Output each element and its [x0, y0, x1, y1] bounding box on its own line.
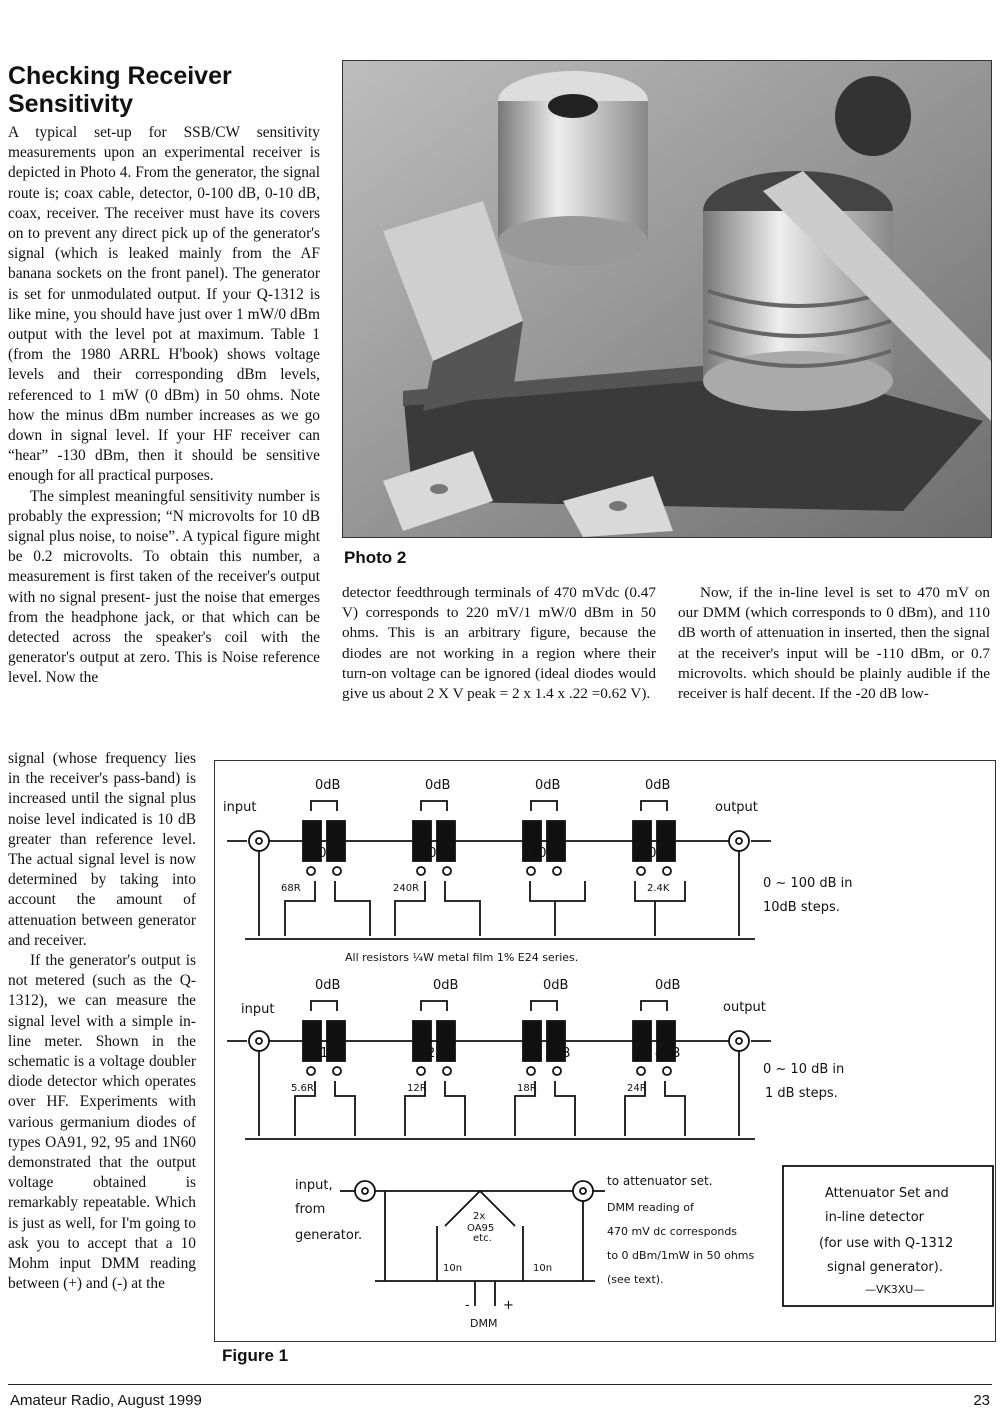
row2-top-label: 0dB — [543, 978, 569, 993]
paragraph: Now, if the in-line level is set to 470 mV on our DMM (which corresponds to 0 dBm), and 110 dB worth of attenuation in inserted, then the signal at the receiver's input will be -110 dBm, or 0.7 microvolts. which should be plainly audible if the receiver is half decent. If the -20 dB low- — [678, 584, 990, 703]
row2-section-label: 4dB — [655, 1046, 681, 1061]
schematic-drawing — [215, 761, 995, 1341]
diode-label: OA95 — [467, 1223, 495, 1234]
row2-input-label: input — [241, 1002, 275, 1017]
resistor-label: 68R — [281, 883, 301, 894]
article-column-3 — [678, 583, 990, 704]
dmm-minus: - — [465, 1298, 470, 1313]
dmm-note: (see text). — [607, 1273, 664, 1286]
detector-input-label: from — [295, 1202, 326, 1217]
resistor-note: All resistors ¼W metal film 1% E24 series. — [345, 951, 579, 964]
dmm-note: 470 mV dc corresponds — [607, 1225, 738, 1238]
row1-top-label: 0dB — [425, 778, 451, 793]
photo-2 — [342, 60, 992, 538]
box-text: Attenuator Set and — [825, 1186, 949, 1201]
article-title: Checking Receiver Sensitivity — [8, 62, 232, 118]
row2-top-label: 0dB — [433, 978, 459, 993]
resistor-label: 24R — [627, 1083, 647, 1094]
row1-section-label: 20dB — [420, 846, 454, 861]
row2-section-label: 1dB — [320, 1046, 346, 1061]
row1-input-label: input — [223, 800, 257, 815]
row1-top-label: 0dB — [535, 778, 561, 793]
to-attenuator-label: to attenuator set. — [607, 1174, 713, 1188]
row2-top-label: 0dB — [315, 978, 341, 993]
figure-caption: Figure 1 — [222, 1346, 289, 1365]
detector-input-label: generator. — [295, 1228, 363, 1243]
row1-output-label: output — [715, 800, 758, 815]
article-column-2 — [342, 583, 656, 704]
row1-note: 10dB steps. — [763, 900, 840, 915]
row1-top-label: 0dB — [645, 778, 671, 793]
box-signature: —VK3XU— — [865, 1283, 925, 1296]
row1-section-label: 40dB — [640, 846, 674, 861]
row1-section-label: 30dB — [530, 846, 564, 861]
diode-label: 2x — [473, 1211, 486, 1222]
resistor-label: 18R — [517, 1083, 537, 1094]
figure-1-schematic — [214, 760, 996, 1342]
resistor-label: 12R — [407, 1083, 427, 1094]
resistor-label: 2.4K — [647, 883, 670, 894]
article-column-1-wrap — [8, 749, 196, 1294]
photo-illustration — [343, 61, 991, 537]
resistor-label: 240R — [393, 883, 420, 894]
paragraph: signal (whose frequency lies in the receiver's pass-band) is increased until the signal plus noise level indicated is 10 dB greater than reference level. The actual signal level is now determined by taking into account the amount of attenuation between generator and receiver. — [8, 750, 196, 949]
row2-section-label: 2 dB — [427, 1046, 457, 1061]
page-number: 23 — [973, 1392, 990, 1409]
row2-note: 1 dB steps. — [765, 1086, 838, 1101]
row1-top-label: 0dB — [315, 778, 341, 793]
row1-section-label: 10dB — [310, 846, 344, 861]
box-text: in-line detector — [825, 1210, 925, 1225]
footer-rule — [8, 1384, 992, 1385]
footer-publication: Amateur Radio, August 1999 — [10, 1392, 202, 1409]
row2-top-label: 0dB — [655, 978, 681, 993]
dmm-plus: + — [503, 1298, 514, 1313]
row2-output-label: output — [723, 1000, 766, 1015]
paragraph: The simplest meaningful sensitivity number is probably the expression; “N microvolts for 10 dB signal plus noise, to noise”. A typical figure might be 0.2 microvolts. To obtain this number, a measurement is first taken of the receiver's output with no signal present- just the noise that emerges from the headphone jack, or that which can be detected across the speaker's coil with the generator's output at zero. This is Noise reference level. Now the — [8, 487, 320, 687]
row1-note: 0 ~ 100 dB in — [763, 876, 853, 891]
paragraph: detector feedthrough terminals of 470 mVdc (0.47 V) corresponds to 220 mV/1 mW/0 dBm in 50 ohms. This is an arbitrary figure, because the diodes are not working in a region where their turn-on voltage can be ignored (ideal diodes would give us about 2 X V peak = 2 x 1.4 x .22 =0.62 V). — [342, 584, 656, 703]
capacitor-label: 10n — [533, 1263, 553, 1274]
photo-caption: Photo 2 — [344, 548, 407, 567]
box-text: (for use with Q-1312 — [819, 1236, 954, 1251]
dmm-note: DMM reading of — [607, 1201, 694, 1214]
box-text: signal generator). — [827, 1260, 943, 1275]
row2-note: 0 ~ 10 dB in — [763, 1062, 845, 1077]
diode-label: etc. — [473, 1233, 492, 1244]
capacitor-label: 10n — [443, 1263, 463, 1274]
dmm-label: DMM — [470, 1317, 498, 1330]
paragraph: A typical set-up for SSB/CW sensitivity measurements upon an experimental receiver is depicted in Photo 4. From the generator, the signal route is; coax cable, detector, 0-100 dB, 0-10 dB, coax, receiver. The receiver must have its covers on to prevent any direct pick up of the generator's signal (which is leaked mainly from the AF banana sockets on the front panel). The generator is set for unmodulated output. If your Q-1312 is like mine, you should have just over 1 mW/0 dBm output with the level pot at maximum. Table 1 (from the 1980 ARRL H'book) shows voltage levels and their corresponding dBm levels, referenced to 1 mW (0 dBm) in 50 ohms. Note how the minus dBm number increases as we go down in signal level. If your HF receiver can “hear” -130 dBm, then it should be sensitive enough for all practical purposes. — [8, 124, 320, 485]
article-column-1 — [8, 123, 320, 689]
detector-input-label: input, — [295, 1178, 333, 1193]
paragraph: If the generator's output is not metered (such as the Q-1312), we can measure the signal level with a simple in-line meter. Shown in the schematic is a voltage doubler diode detector which operates over HF. Experiments with various germanium diodes of types OA91, 92, 95 and 1N60 demonstrated that the output voltage obtained is remarkably repeatable. Which is just as well, for I'm going to ask you to accept that a 10 Mohm input DMM reading between (+) and (-) at the — [8, 952, 196, 1293]
resistor-label: 5.6R — [291, 1083, 314, 1094]
row2-section-label: 3dB — [545, 1046, 571, 1061]
dmm-note: to 0 dBm/1mW in 50 ohms — [607, 1249, 755, 1262]
